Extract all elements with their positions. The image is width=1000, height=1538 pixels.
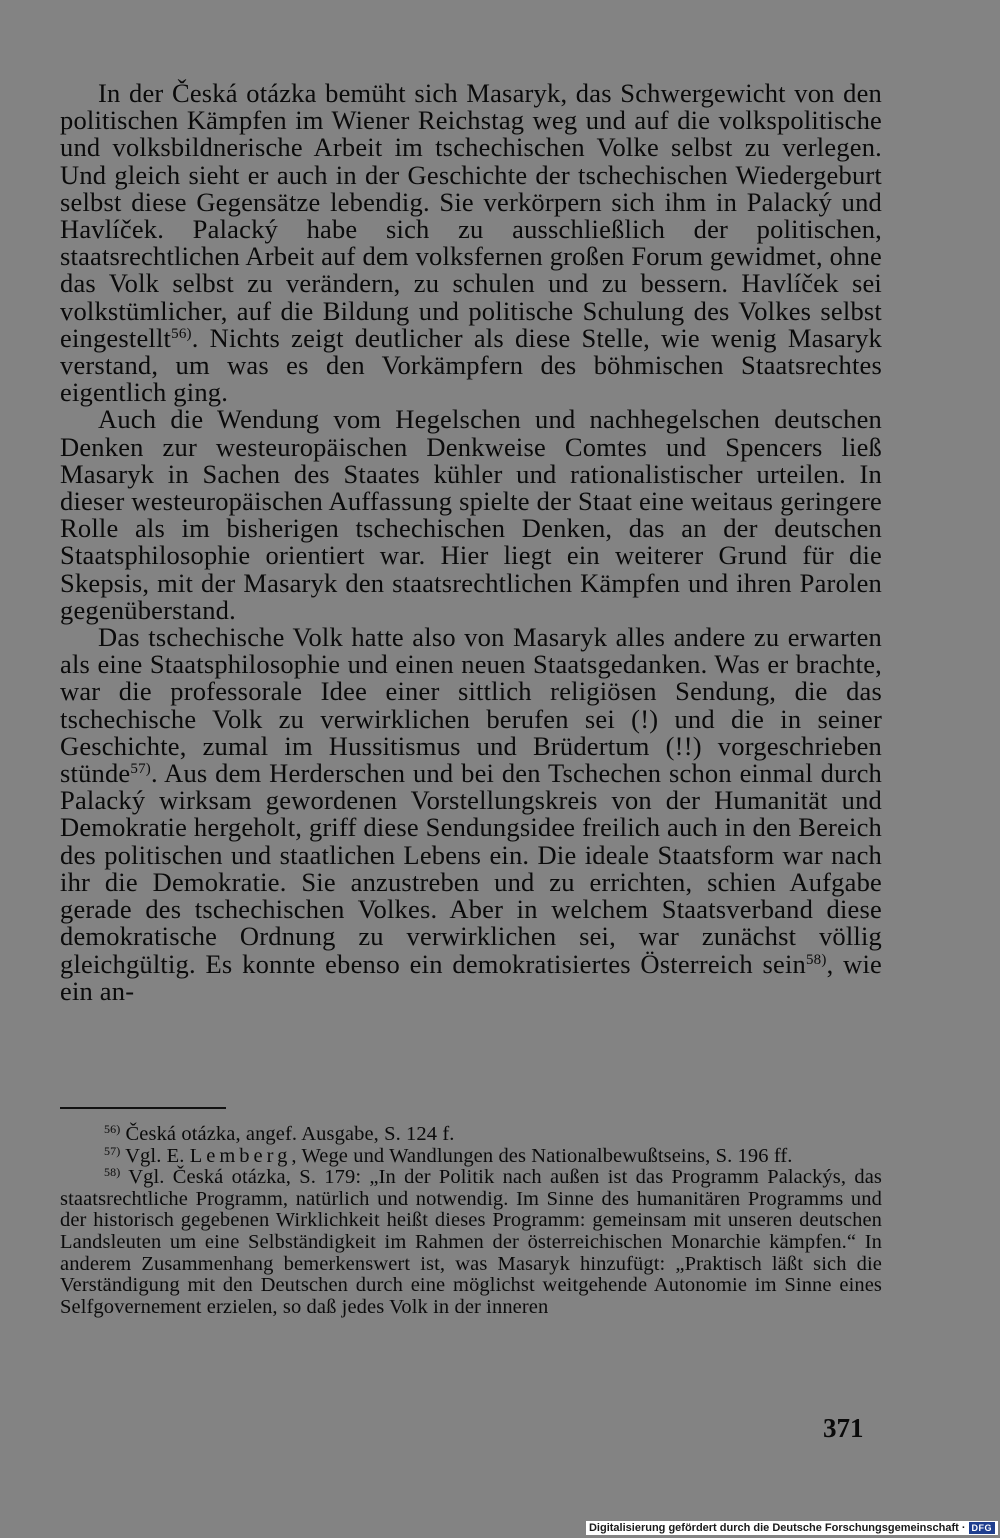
footnote-57 bbox=[60, 1143, 882, 1168]
paragraph-2: Auch die Wendung vom Hegelschen und nachhegelschen deutschen Denken zur westeuropäischen Denkweise Comtes und Spencers ließ Masaryk in Sachen des Staates kühler und rationalistischer urteilen. In dieser westeuropäischen Auffassung spielte der Staat eine weitaus geringere Rolle als im bisherigen tschechischen Denken, das an der deutschen Staatsphilosophie orientiert war. Hier liegt ein weiterer Grund für die Skepsis, mit der Masaryk den staatsrechtlichen Kämpfen und ihren Parolen gegenüberstand. bbox=[60, 404, 882, 625]
footnote-57-text-b: , Wege und Wandlungen des Nationalbewußtseins, S. 196 ff. bbox=[291, 1144, 793, 1167]
footnote-ref-58[interactable]: 58) bbox=[805, 951, 827, 968]
footnote-58 bbox=[60, 1167, 882, 1318]
footnotes bbox=[60, 1124, 882, 1318]
paragraph-3-text-b: . Aus dem Herderschen und bei den Tschechen schon einmal durch Palacký wirksam gewordenen Vorstellungskreis von der Humanität und Demokratie hergeholt, griff diese Sendungsidee freilich auch in den Bereich des politischen und staatlichen Lebens ein. Die ideale Staatsform war nach ihr die Demokratie. Sie anzustreben und zu errichten, schien Aufgabe gerade des tschechischen Volkes. Aber in welchem Staatsverband diese demokratische Ordnung zu verwirklichen sei, war zunächst völlig gleichgültig. Es konnte ebenso ein demokratisiertes Österreich sein bbox=[60, 758, 882, 979]
paragraph-3-text-c: , wie ein an- bbox=[60, 948, 882, 1006]
paragraph-1-text-b: . Nichts zeigt deutlicher als diese Stelle, wie wenig Masaryk verstand, um was es den Vorkämpfern des böhmischen Staatsrechtes eigentlich ging. bbox=[60, 322, 882, 408]
footnote-56-text: Česká otázka, angef. Ausgabe, S. 124 f. bbox=[120, 1123, 455, 1145]
paragraph-1-text-a: In der Česká otázka bemüht sich Masaryk, das Schwergewicht von den politischen Kämpfen im Wiener Reichstag weg und auf die volkspolitische und volksbildnerische Arbeit im tschechischen Volke selbst zu verlegen. Und gleich sieht er auch in der Geschichte der tschechischen Wiedergeburt selbst diese Gegensätze lebendig. Sie verkörpern sich ihm in Palacký und Havlíček. Palacký habe sich zu ausschließlich der politischen, staatsrechtlichen Arbeit auf dem volksfernen großen Forum gewidmet, ohne das Volk selbst zu verändern, zu schulen und zu bessern. Havlíček sei volkstümlicher, auf die Bildung und politische Schulung des Volkes selbst eingestellt bbox=[60, 78, 882, 353]
footnote-mark-57: 57) bbox=[104, 1143, 121, 1158]
footnote-ref-57[interactable]: 57) bbox=[130, 761, 151, 778]
main-text bbox=[60, 80, 882, 1005]
footnote-58-text: Vgl. Česká otázka, S. 179: „In der Politik nach außen ist das Programm Palackýs, das staatsrechtliche Programm, natürlich und notwendig. Im Sinne des humanitären Programms und der historisch gegebenen Wirklichkeit heißt dieses Programm: gemeinsam mit unseren deutschen Landsleuten um eine Selbständigkeit im Rahmen der österreichischen Monarchie kämpfen.“ In anderem Zusammenhang bemerkenswert ist, was Masaryk hinzufügt: „Praktisch läßt sich die Verständigung mit den Deutschen durch eine möglichst weitgehende Autonomie im Sinne eines Selfgovernement erzielen, so daß jedes Volk in der inneren bbox=[60, 1166, 882, 1318]
footnote-mark-56: 56) bbox=[104, 1122, 121, 1136]
footnote-mark-58: 58) bbox=[104, 1165, 121, 1180]
paragraph-3-text-a: Das tschechische Volk hatte also von Masaryk alles andere zu erwarten als eine Staatsphilosophie und einen neuen Staatsgedanken. Was er brachte, war die professorale Idee einer sittlich religiösen Sendung, die das tschechische Volk zu verwirklichen berufen sei (!) und die in seiner Geschichte, zumal im Hussitismus und Brüdertum (!!) vorgeschrieben stünde bbox=[60, 622, 882, 789]
footnote-divider bbox=[60, 1107, 226, 1109]
dfg-logo-icon: DFG bbox=[969, 1522, 996, 1534]
digitization-credit bbox=[586, 1521, 998, 1535]
credit-text: Digitalisierung gefördert durch die Deutsche Forschungsgemeinschaft · bbox=[588, 1522, 966, 1534]
footnote-57-author: Lemberg bbox=[189, 1144, 292, 1167]
footnote-ref-56[interactable]: 56) bbox=[171, 325, 192, 342]
paragraph-1 bbox=[60, 80, 882, 406]
footnote-57-text-a: Vgl. E. bbox=[120, 1144, 190, 1167]
paragraph-3 bbox=[60, 624, 882, 1005]
page-number: 371 bbox=[823, 1413, 864, 1443]
footnote-56 bbox=[60, 1124, 882, 1146]
